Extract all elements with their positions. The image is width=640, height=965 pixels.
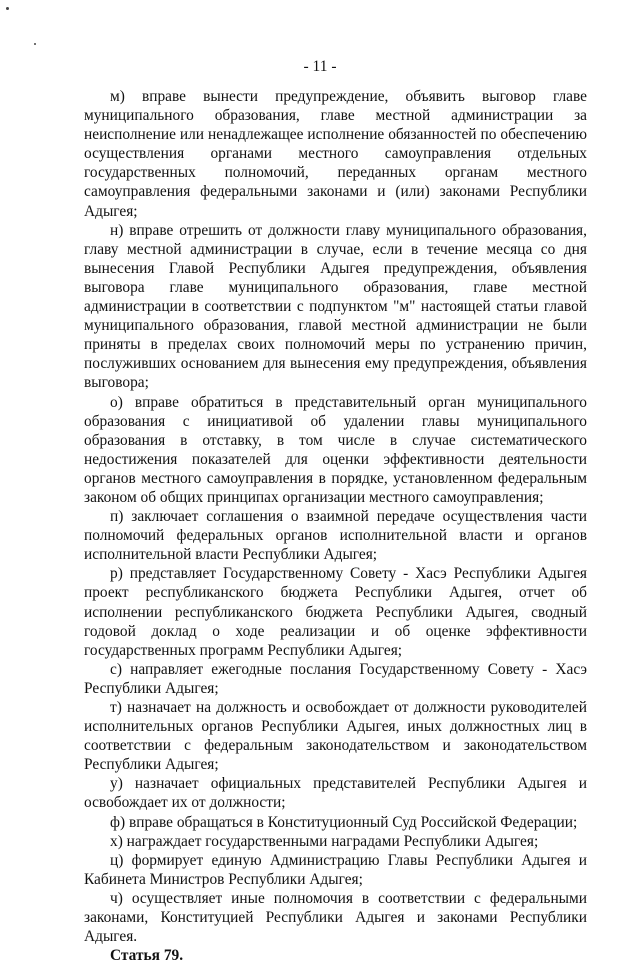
paragraph-u: у) назначает официальных представителей Республики Адыгея и освобождает их от должности; [84, 775, 587, 812]
page-number: - 11 - [303, 58, 337, 75]
paragraph-m: м) вправе вынести предупреждение, объявить выговор главе муниципального образования, главе местной администрации за неисполнение или ненадлежащее исполнение обязанностей по обеспечению осуществления органами местного самоуправления отдельных государственных полномочий, переданных органам местного самоуправления федеральными законами и (или) законами Республики Адыгея; [84, 88, 587, 220]
paragraph-t: т) назначает на должность и освобождает от должности руководителей исполнительных органов Республики Адыгея, иных должностных лиц в соответствии с федеральным законодательством и законодательством Республики Адыгея; [84, 699, 587, 774]
paragraph-n: н) вправе отрешить от должности главу муниципального образования, главу местной администрации в случае, если в течение месяца со дня вынесения Главой Республики Адыгея предупреждения, объявления выговора главе муниципального образования, главе местной администрации в соответствии с подпунктом "м" настоящей статьи главой муниципального образования, главой местной администрации не были приняты в пределах своих полномочий меры по устранению причин, послуживших основанием для вынесения ему предупреждения, объявления выговора; [84, 221, 587, 392]
paragraph-ts: ц) формирует единую Администрацию Главы Республики Адыгея и Кабинета Министров Республики Адыгея; [84, 851, 587, 888]
paragraph-f: ф) вправе обращаться в Конституционный Суд Российской Федерации; [110, 813, 578, 831]
paragraph-o: о) вправе обратиться в представительный орган муниципального образования с инициативой об удалении главы муниципального образования в отставку, в том числе в случае систематического недостижения показателей для оценки эффективности деятельности органов местного самоуправления в порядке, установленном федеральным законом об общих принципах организации местного самоуправления; [84, 393, 587, 506]
paragraph-p: п) заключает соглашения о взаимной передаче осуществления части полномочий федеральных органов исполнительной власти и органов исполнительной власти Республики Адыгея; [84, 508, 587, 564]
paragraph-kh: х) награждает государственными наградами Республики Адыгея; [110, 832, 539, 850]
article-heading: Статья 79. [110, 947, 184, 965]
scan-speck [6, 7, 9, 10]
scan-speck [34, 43, 36, 45]
paragraph-ch: ч) осуществляет иные полномочия в соответствии с федеральными законами, Конституцией Республики Адыгея и законами Республики Адыгея. [84, 889, 587, 946]
paragraph-r: р) представляет Государственному Совету - Хасэ Республики Адыгея проект республиканского бюджета Республики Адыгея, отчет об исполнении республиканского бюджета Республики Адыгея, сводный годовой доклад о ходе реализации и об оценке эффективности государственных программ Республики Адыгея; [84, 565, 587, 659]
paragraph-s: с) направляет ежегодные послания Государственному Совету - Хасэ Республики Адыгея; [84, 660, 587, 697]
document-body [84, 87, 587, 965]
